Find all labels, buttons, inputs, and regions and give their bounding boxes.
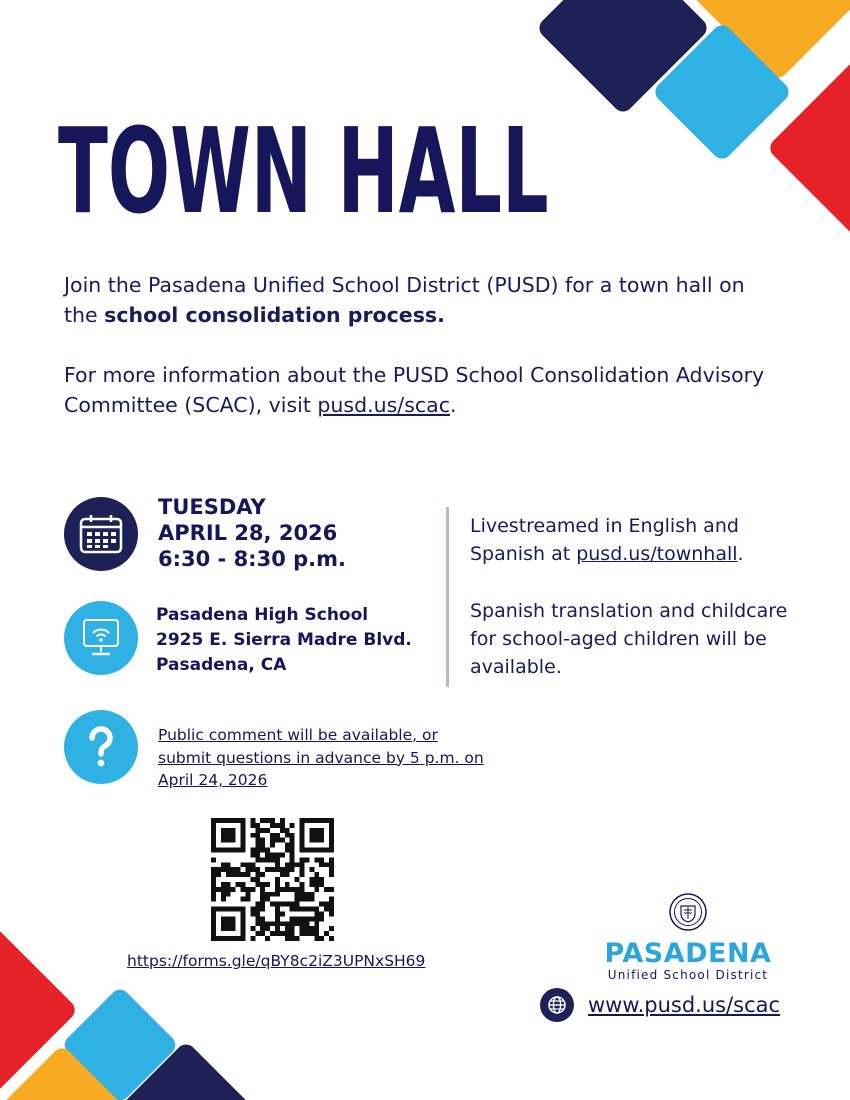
page-title: TOWN HALL <box>58 102 549 240</box>
district-seal-icon <box>668 892 708 932</box>
event-time: 6:30 - 8:30 p.m. <box>158 547 346 571</box>
townhall-link[interactable]: pusd.us/townhall <box>576 543 738 565</box>
intro-text: Join the Pasadena Unified School District (PUSD) for a town hall on the <box>64 273 745 327</box>
event-date: APRIL 28, 2026 <box>158 521 338 545</box>
public-comment-link[interactable]: Public comment will be available, or submit questions in advance by 5 p.m. on April 24, 2026 <box>158 726 484 789</box>
calendar-icon-circle <box>64 497 138 571</box>
intro-paragraph <box>64 270 784 330</box>
globe-icon <box>547 995 567 1015</box>
livestream-period: . <box>737 543 744 565</box>
logo-name: PASADENA <box>604 938 772 969</box>
pusd-logo <box>596 892 780 982</box>
livestream-info <box>470 512 800 568</box>
intro-highlight: school consolidation process. <box>104 303 445 327</box>
event-day: TUESDAY <box>158 495 266 519</box>
info-paragraph <box>64 360 784 420</box>
translation-info: Spanish translation and childcare for school-aged children will be available. <box>470 600 788 678</box>
logo-subtitle: Unified School District <box>607 968 769 982</box>
livestream-text: Livestreamed in English and Spanish at <box>470 515 739 565</box>
globe-icon-circle <box>540 988 574 1022</box>
question-mark-icon <box>81 725 121 769</box>
event-datetime <box>158 494 346 572</box>
question-icon-circle <box>64 710 138 784</box>
website-row <box>540 988 780 1022</box>
website-link[interactable]: www.pusd.us/scac <box>588 993 781 1017</box>
venue-name: Pasadena High School <box>156 605 369 625</box>
scac-link[interactable]: pusd.us/scac <box>317 393 450 417</box>
venue-city: Pasadena, CA <box>156 655 287 675</box>
venue-icon-circle <box>64 601 138 675</box>
venue-address: 2925 E. Sierra Madre Blvd. <box>156 630 412 650</box>
info-text: For more information about the PUSD School Consolidation Advisory Committee (SCAC), visit <box>64 363 765 417</box>
event-venue <box>156 603 412 678</box>
computer-wifi-icon <box>79 616 123 660</box>
top-right-shapes <box>535 0 850 250</box>
info-period: . <box>450 393 457 417</box>
calendar-icon <box>79 514 123 554</box>
vertical-divider <box>446 507 449 687</box>
google-form-link[interactable]: https://forms.gle/qBY8c2iZ3UPNxSH69 <box>127 952 426 970</box>
qr-code[interactable] <box>211 818 334 941</box>
